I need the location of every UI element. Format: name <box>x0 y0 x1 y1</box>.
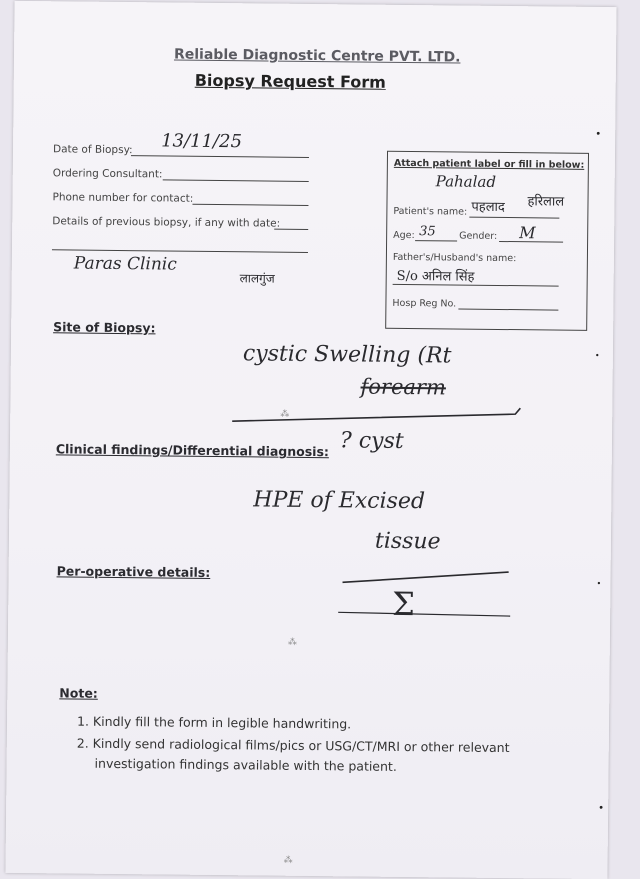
speck-mark: ⁂ <box>280 409 290 420</box>
site-value-1[interactable]: cystic Swelling (Rt <box>242 341 452 369</box>
date-value[interactable]: 13/11/25 <box>161 130 243 153</box>
clinical-value-3[interactable]: tissue <box>374 528 441 555</box>
father-value[interactable]: S/o अनिल सिंह <box>396 268 475 285</box>
clinical-value-2[interactable]: HPE of Excised <box>253 487 426 515</box>
note-item-1-text: Kindly fill the form in legible handwriting. <box>92 713 352 732</box>
per-operative-value[interactable]: Σ <box>392 584 416 624</box>
speck-mark: ⁂ <box>283 855 293 866</box>
note-item-2-text: Kindly send radiological films/pics or USG/CT/MRI or other relevant <box>92 735 510 756</box>
note-item-2-number: 2. <box>76 735 93 751</box>
consultant-label: Ordering Consultant: <box>52 167 163 181</box>
note-item-2-line-2: investigation findings available with the patient. <box>94 755 397 774</box>
gender-label: Gender: <box>459 230 498 242</box>
previous-biopsy-place[interactable]: लालगुंज <box>239 271 275 286</box>
speck-mark: ⁂ <box>287 637 297 648</box>
note-item-1-number: 1. <box>76 713 94 729</box>
patient-name-en[interactable]: Pahalad <box>435 172 497 191</box>
clinical-value-1[interactable]: ? cyst <box>339 428 404 454</box>
form-title: Biopsy Request Form <box>194 70 386 92</box>
patient-box-heading: Attach patient label or fill in below: <box>393 157 585 171</box>
gender-value[interactable]: M <box>519 223 536 243</box>
clinical-findings-label: Clinical findings/Differential diagnosis: <box>55 441 330 460</box>
patient-name-hi[interactable]: पहलाद <box>471 199 505 216</box>
note-heading: Note: <box>59 685 98 701</box>
hosp-reg-label: Hosp Reg No. <box>392 297 457 310</box>
note-item-1 <box>77 714 351 732</box>
stray-mark: • <box>595 128 602 141</box>
phone-label: Phone number for contact: <box>52 191 194 205</box>
site-value-2[interactable]: forearm <box>360 374 447 400</box>
age-value[interactable]: 35 <box>419 224 436 240</box>
previous-biopsy-value[interactable]: Paras Clinic <box>73 253 177 275</box>
father-label: Father's/Husband's name: <box>392 251 517 265</box>
date-label: Date of Biopsy: <box>52 143 133 157</box>
age-label: Age: <box>393 229 415 242</box>
company-name: Reliable Diagnostic Centre PVT. LTD. <box>173 46 461 66</box>
patient-name-label: Patient's name: <box>393 205 468 218</box>
stray-mark: • <box>598 803 605 815</box>
patient-name-hi-2[interactable]: हरिलाल <box>527 194 565 210</box>
per-operative-label: Per-operative details: <box>56 563 211 580</box>
stray-mark: • <box>594 350 600 361</box>
previous-biopsy-label: Details of previous biopsy, if any with date: <box>52 215 281 230</box>
biopsy-form-sheet <box>5 1 616 879</box>
stray-mark: • <box>596 578 602 589</box>
site-of-biopsy-label: Site of Biopsy: <box>53 319 156 336</box>
